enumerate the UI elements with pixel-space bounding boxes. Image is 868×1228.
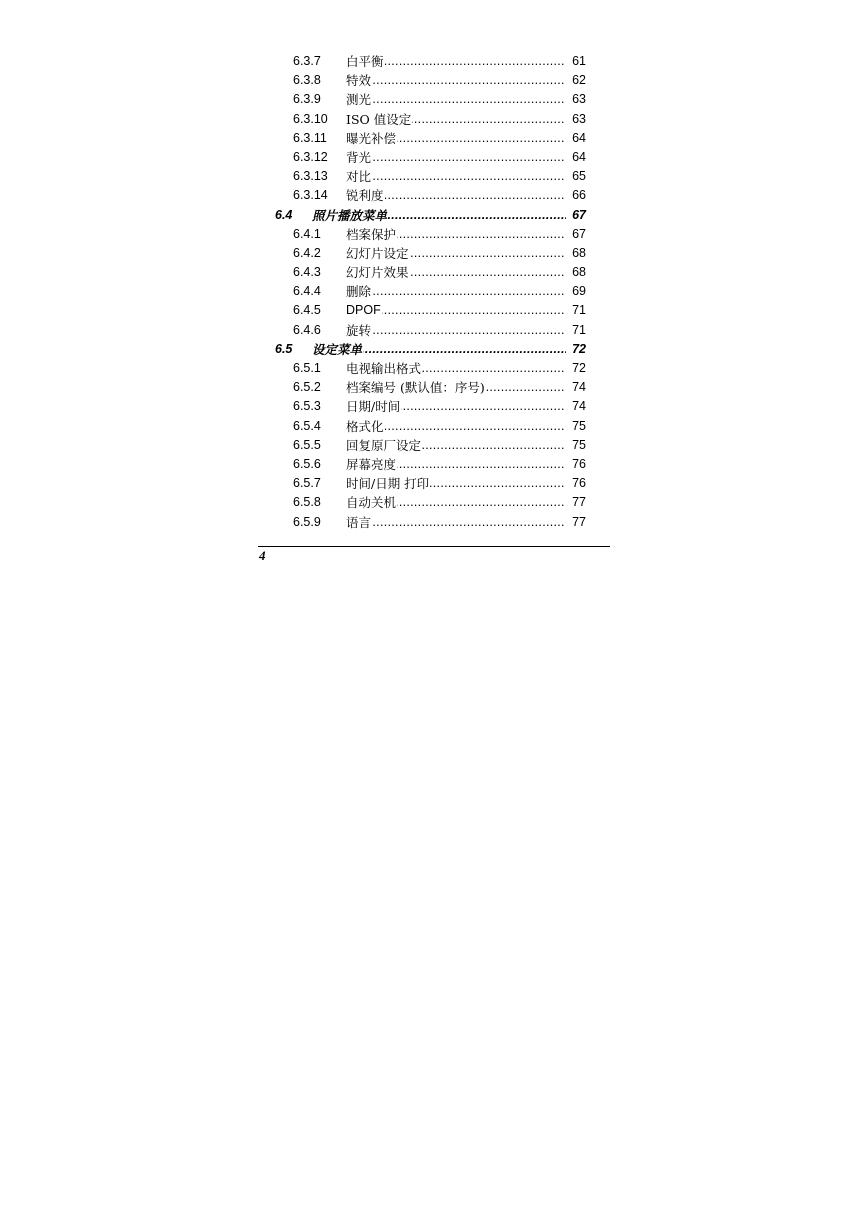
toc-entry-number: 6.3.14 — [293, 188, 328, 203]
toc-entry-page: 63 — [566, 110, 586, 129]
toc-entry-number: 6.5.7 — [293, 476, 321, 491]
toc-entry[interactable] — [258, 301, 610, 320]
toc-entry-number: 6.5.3 — [293, 399, 321, 414]
toc-entry-number: 6.4.1 — [293, 226, 321, 241]
toc-entry[interactable] — [258, 110, 610, 129]
toc-entry[interactable] — [258, 90, 610, 109]
toc-entry[interactable] — [258, 282, 610, 301]
toc-entry-title: 特效 ..... — [346, 71, 584, 91]
toc-entry-page: 77 — [566, 493, 586, 512]
toc-entry-page: 63 — [566, 90, 586, 109]
toc-entry-page: 64 — [566, 148, 586, 167]
toc-entry-title: 删除 ..... — [346, 282, 584, 302]
toc-entry-title: 档案保护 ..... — [346, 225, 584, 245]
toc-section-number: 6.5 — [275, 341, 293, 356]
toc-entry-title: ISO 值设定 ..... — [346, 110, 584, 130]
toc-entry[interactable] — [258, 321, 610, 340]
toc-entry-title: 电视输出格式 ..... — [346, 359, 584, 379]
toc-section-title: 照片播放菜单 ..... — [312, 206, 584, 226]
toc-entry[interactable] — [258, 129, 610, 148]
toc-entry[interactable] — [258, 148, 610, 167]
toc-entry-page: 77 — [566, 513, 586, 532]
toc-entry-number: 6.3.13 — [293, 169, 328, 184]
toc-entry-number: 6.3.12 — [293, 149, 328, 164]
toc-entry-page: 67 — [566, 225, 586, 244]
toc-entry-title: 档案编号 (默认值：序号) ..... — [346, 378, 584, 398]
toc-entry-title: 日期/时间 ..... — [346, 397, 584, 417]
toc-entry-page: 62 — [566, 71, 586, 90]
toc-section-page: 67 — [566, 206, 586, 225]
toc-entry-page: 68 — [566, 244, 586, 263]
toc-entry[interactable] — [258, 244, 610, 263]
toc-entry-page: 76 — [566, 474, 586, 493]
toc-entry[interactable] — [258, 397, 610, 416]
toc-entry-title: 屏幕亮度 ..... — [346, 455, 584, 475]
toc-section-entry[interactable] — [258, 206, 610, 225]
toc-entry-number: 6.5.2 — [293, 380, 321, 395]
toc-entry[interactable] — [258, 493, 610, 512]
toc-entry-number: 6.3.8 — [293, 73, 321, 88]
toc-entry-page: 68 — [566, 263, 586, 282]
toc-section-entry[interactable] — [258, 340, 610, 359]
toc-entry[interactable] — [258, 225, 610, 244]
toc-entry-page: 75 — [566, 436, 586, 455]
toc-entry-number: 6.5.9 — [293, 514, 321, 529]
toc-entry-page: 75 — [566, 417, 586, 436]
toc-entry-title: 自动关机 ..... — [346, 493, 584, 513]
toc-entry[interactable] — [258, 71, 610, 90]
toc-entry-title: 幻灯片效果 ..... — [346, 263, 584, 283]
toc-entry-number: 6.3.9 — [293, 92, 321, 107]
page-number: 4 — [259, 548, 266, 563]
toc-entry-number: 6.4.5 — [293, 303, 321, 318]
toc-entry-number: 6.4.3 — [293, 265, 321, 280]
toc-entry-number: 6.4.4 — [293, 284, 321, 299]
footer-divider — [258, 546, 610, 547]
toc-entry[interactable] — [258, 474, 610, 493]
toc-entry-page: 76 — [566, 455, 586, 474]
toc-entry[interactable] — [258, 167, 610, 186]
toc-entry-title: 白平衡 ..... — [346, 52, 584, 72]
toc-entry-number: 6.4.6 — [293, 322, 321, 337]
toc-entry-title: 测光 ..... — [346, 90, 584, 110]
toc-entry-page: 66 — [566, 186, 586, 205]
toc-entry-page: 61 — [566, 52, 586, 71]
toc-entry-page: 72 — [566, 359, 586, 378]
toc-entry-title: 格式化 ..... — [346, 417, 584, 437]
toc-entry-title: 背光 ..... — [346, 148, 584, 168]
table-of-contents — [258, 52, 610, 532]
toc-entry-page: 71 — [566, 321, 586, 340]
toc-entry-number: 6.5.1 — [293, 361, 321, 375]
toc-entry-page: 71 — [566, 301, 586, 320]
toc-entry[interactable] — [258, 378, 610, 397]
toc-entry-title: 锐利度 ..... — [346, 186, 584, 206]
toc-entry[interactable] — [258, 263, 610, 282]
toc-entry-title: 语言 ..... — [346, 513, 584, 533]
toc-entry-number: 6.5.8 — [293, 495, 321, 510]
toc-section-title: 设定菜单 ..... — [312, 340, 584, 360]
toc-entry[interactable] — [258, 359, 610, 378]
toc-section-number: 6.4 — [275, 207, 293, 222]
toc-entry-page: 65 — [566, 167, 586, 186]
toc-entry-page: 69 — [566, 282, 586, 301]
toc-section-page: 72 — [566, 340, 586, 359]
toc-entry-title: 幻灯片设定 ..... — [346, 244, 584, 264]
toc-entry-number: 6.4.2 — [293, 245, 321, 260]
toc-entry-title: DPOF ..... — [346, 301, 584, 320]
toc-entry-number: 6.3.11 — [293, 130, 327, 145]
toc-entry-number: 6.5.4 — [293, 418, 321, 433]
toc-entry-page: 64 — [566, 129, 586, 148]
toc-entry-title: 对比 ..... — [346, 167, 584, 187]
toc-entry[interactable] — [258, 186, 610, 205]
toc-entry-number: 6.3.10 — [293, 111, 328, 126]
toc-entry-page: 74 — [566, 378, 586, 397]
toc-entry[interactable] — [258, 455, 610, 474]
toc-entry-title: 回复原厂设定 ..... — [346, 436, 584, 456]
toc-entry-title: 曝光补偿 ..... — [346, 129, 584, 149]
toc-entry-page: 74 — [566, 397, 586, 416]
toc-entry[interactable] — [258, 436, 610, 455]
toc-entry-title: 时间/日期 打印 ..... — [346, 474, 584, 494]
toc-entry-number: 6.5.5 — [293, 437, 321, 452]
toc-entry-number: 6.5.6 — [293, 456, 321, 471]
toc-entry[interactable] — [258, 417, 610, 436]
toc-entry[interactable] — [258, 52, 610, 71]
toc-entry-number: 6.3.7 — [293, 54, 321, 68]
toc-entry[interactable] — [258, 513, 610, 532]
toc-entry-title: 旋转 ..... — [346, 321, 584, 341]
